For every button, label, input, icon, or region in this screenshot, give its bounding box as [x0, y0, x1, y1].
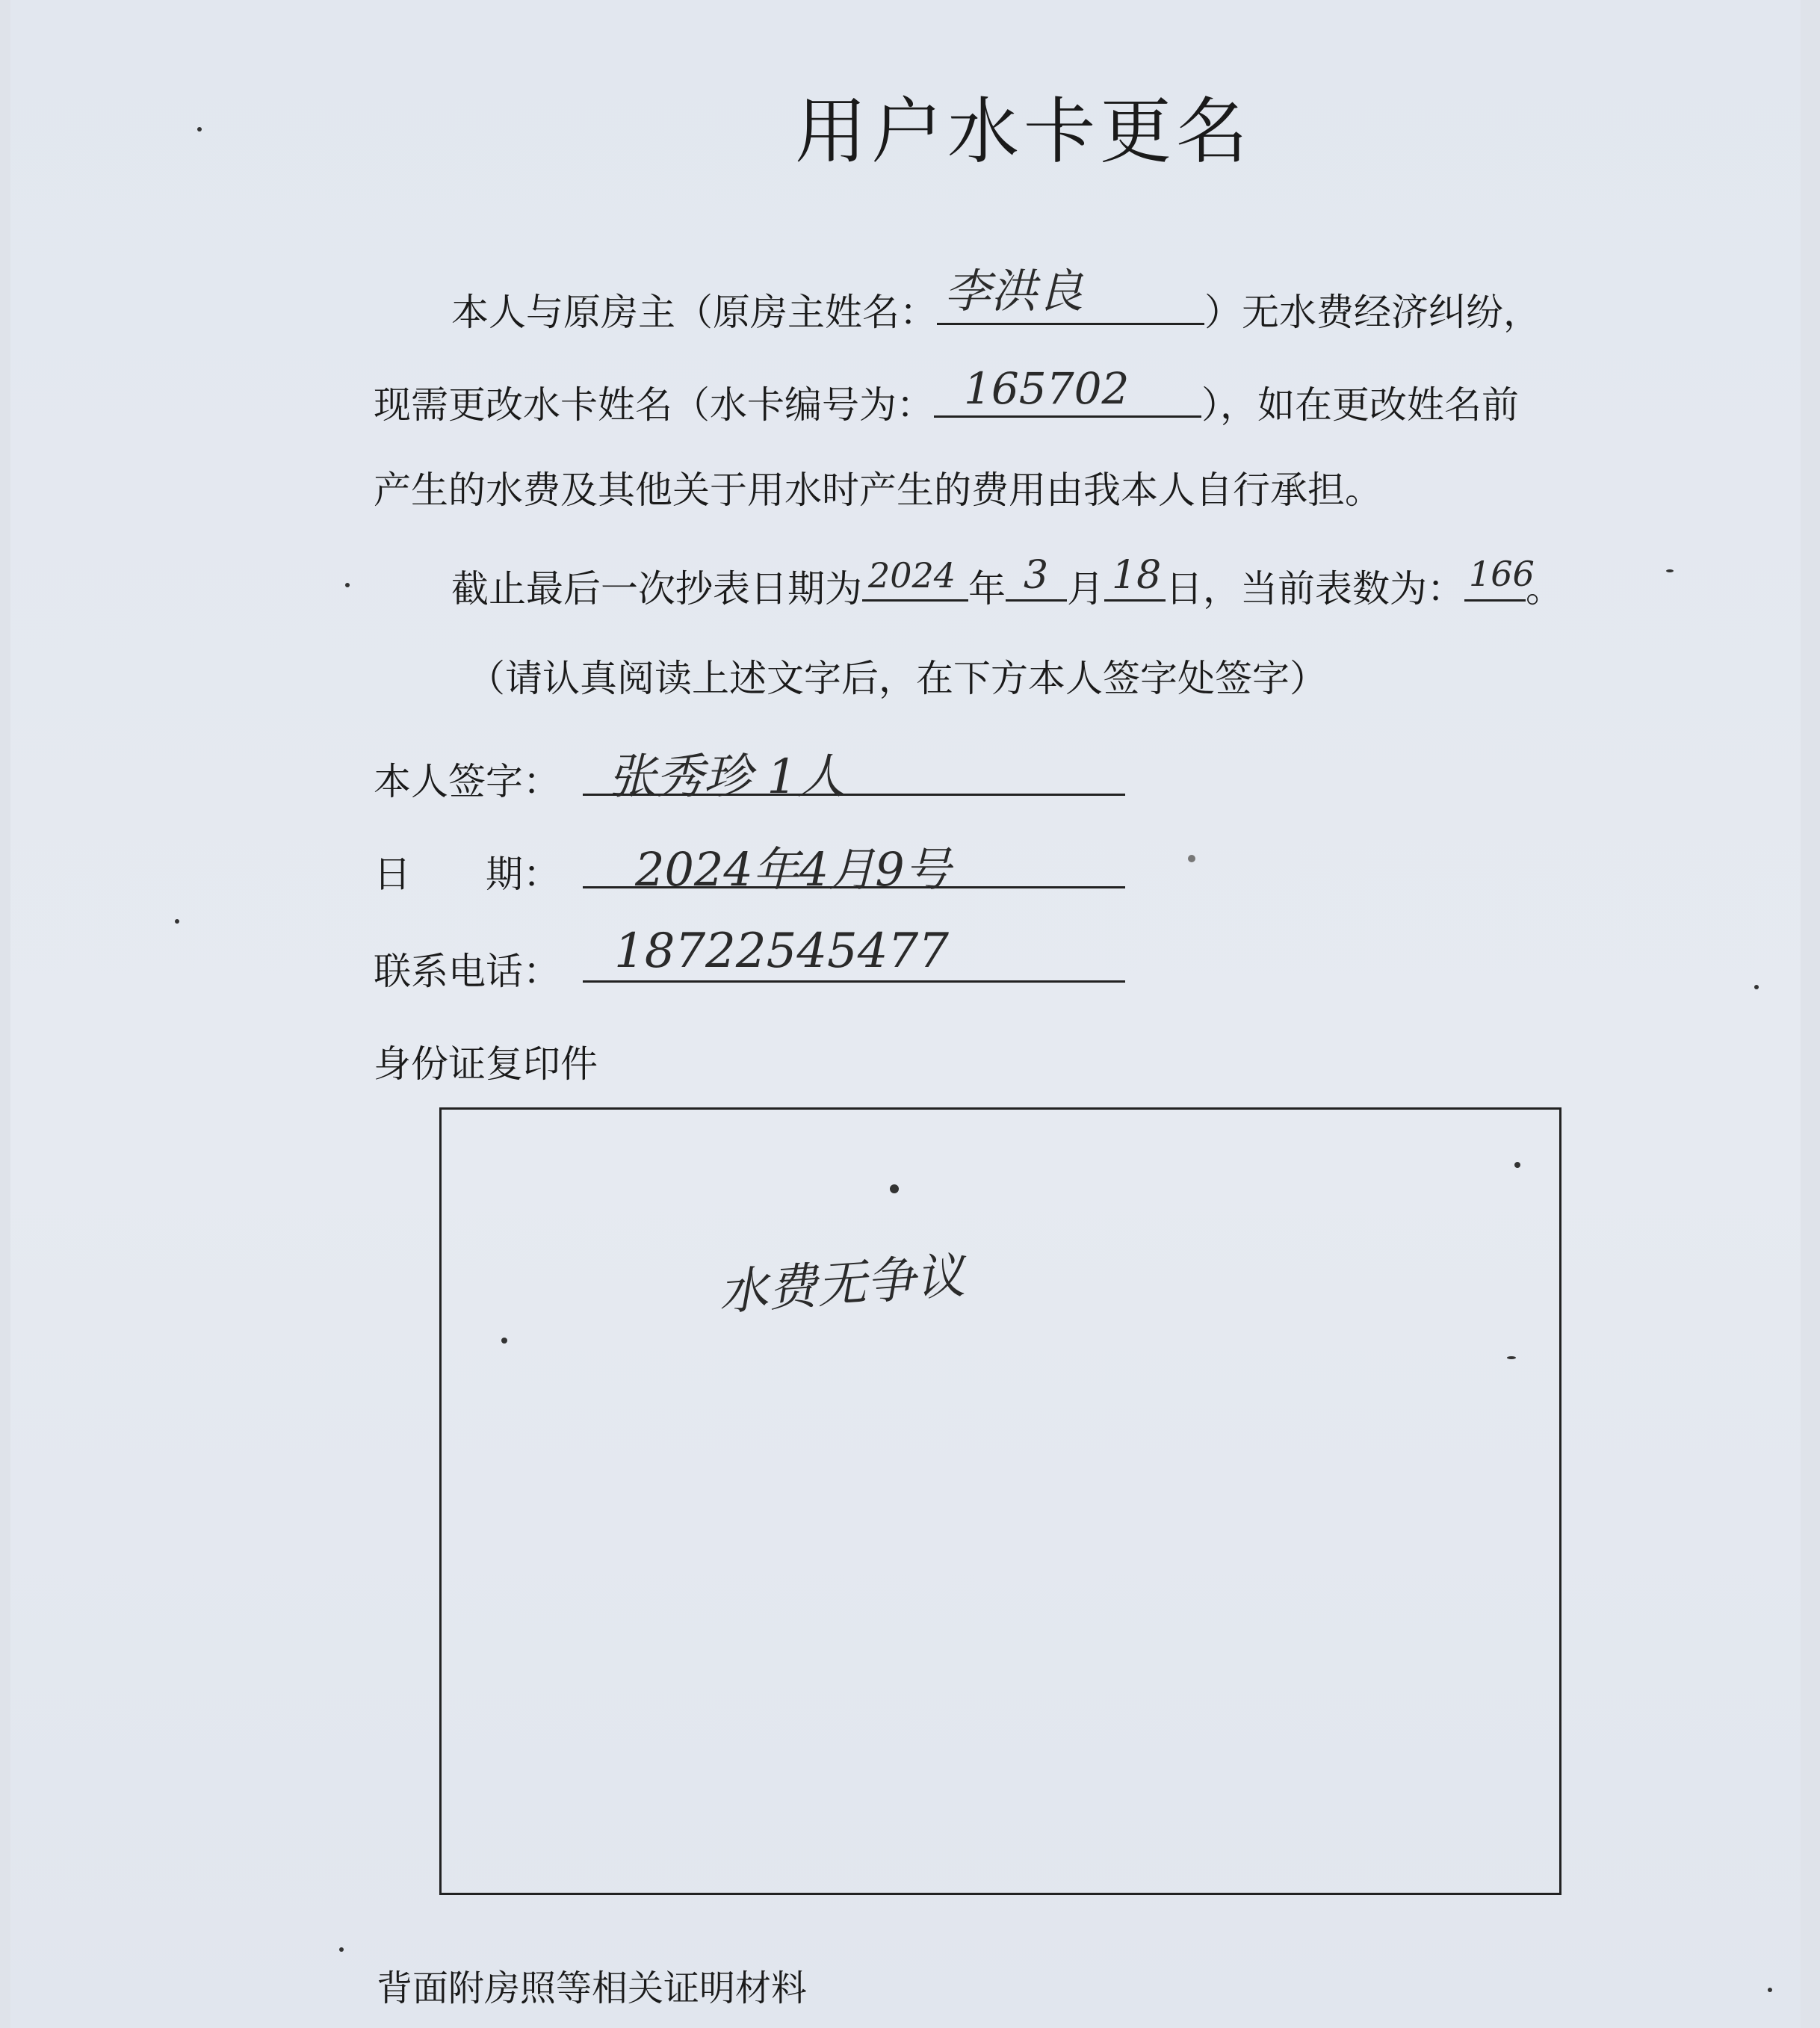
original-owner-name-field: [937, 264, 1204, 325]
signature-value: 张秀珍 1人: [608, 749, 846, 805]
paragraph-line-4: [451, 553, 1563, 611]
line4-text-e: 。: [1526, 567, 1563, 610]
meter-reading-field: [1464, 554, 1535, 602]
paper-speck: [1754, 985, 1759, 989]
phone-line: [583, 980, 1125, 983]
meter-month: 3: [1024, 553, 1049, 598]
id-box-handwritten-note: 水费无争议: [716, 1246, 967, 1322]
id-copy-label: 身份证复印件: [374, 1042, 598, 1086]
phone-label: 联系电话：: [374, 950, 560, 993]
meter-day: 18: [1112, 553, 1162, 598]
paragraph-line-3: 产生的水费及其他关于用水时产生的费用由我本人自行承担。: [374, 469, 1382, 512]
ink-speck: [501, 1338, 507, 1344]
water-card-number: 165702: [964, 363, 1130, 414]
document-page: [10, 0, 1801, 2028]
meter-reading: 166: [1469, 554, 1535, 594]
line4-text-a: 截止最后一次抄表日期为: [451, 567, 862, 610]
phone-value: 18722545477: [614, 924, 949, 979]
paper-speck: [1188, 855, 1195, 862]
id-copy-box: [439, 1107, 1561, 1895]
original-owner-name: 李洪良: [944, 264, 1084, 318]
ink-speck: [1514, 1162, 1520, 1168]
footer-note: 背面附房照等相关证明材料: [377, 1967, 808, 2009]
paragraph-line-2: [374, 363, 1519, 427]
line2-text-a: 现需更改水卡姓名（水卡编号为：: [374, 383, 934, 427]
paper-speck: [1666, 569, 1674, 572]
line2-text-b: ），如在更改姓名前: [1201, 383, 1519, 427]
line4-text-c: 月: [1067, 567, 1104, 610]
paper-speck: [197, 127, 202, 132]
paper-speck: [345, 583, 350, 587]
meter-month-field: [1006, 553, 1067, 602]
line4-text-d: 日，当前表数为：: [1166, 567, 1464, 610]
line1-text-b: ）无水费经济纠纷，: [1204, 291, 1541, 334]
signature-label: 本人签字：: [374, 760, 560, 803]
date-label: 日 期：: [374, 853, 560, 896]
date-value: 2024年4月9号: [635, 842, 951, 897]
water-card-number-field: [934, 363, 1201, 418]
paper-speck: [339, 1947, 344, 1952]
document-title: 用户水卡更名: [795, 90, 1252, 173]
meter-year: 2024: [868, 555, 956, 596]
ink-speck: [890, 1184, 899, 1193]
line4-text-b: 年: [968, 567, 1006, 610]
line1-text-a: 本人与原房主（原房主姓名：: [451, 291, 937, 334]
instruction-text: （请认真阅读上述文字后，在下方本人签字处签字）: [468, 657, 1327, 700]
meter-day-field: [1104, 553, 1166, 602]
ink-speck: [1507, 1356, 1516, 1359]
meter-year-field: [862, 555, 968, 602]
paragraph-line-1: [451, 264, 1541, 335]
paper-speck: [1768, 1988, 1772, 1992]
paper-speck: [175, 919, 179, 924]
